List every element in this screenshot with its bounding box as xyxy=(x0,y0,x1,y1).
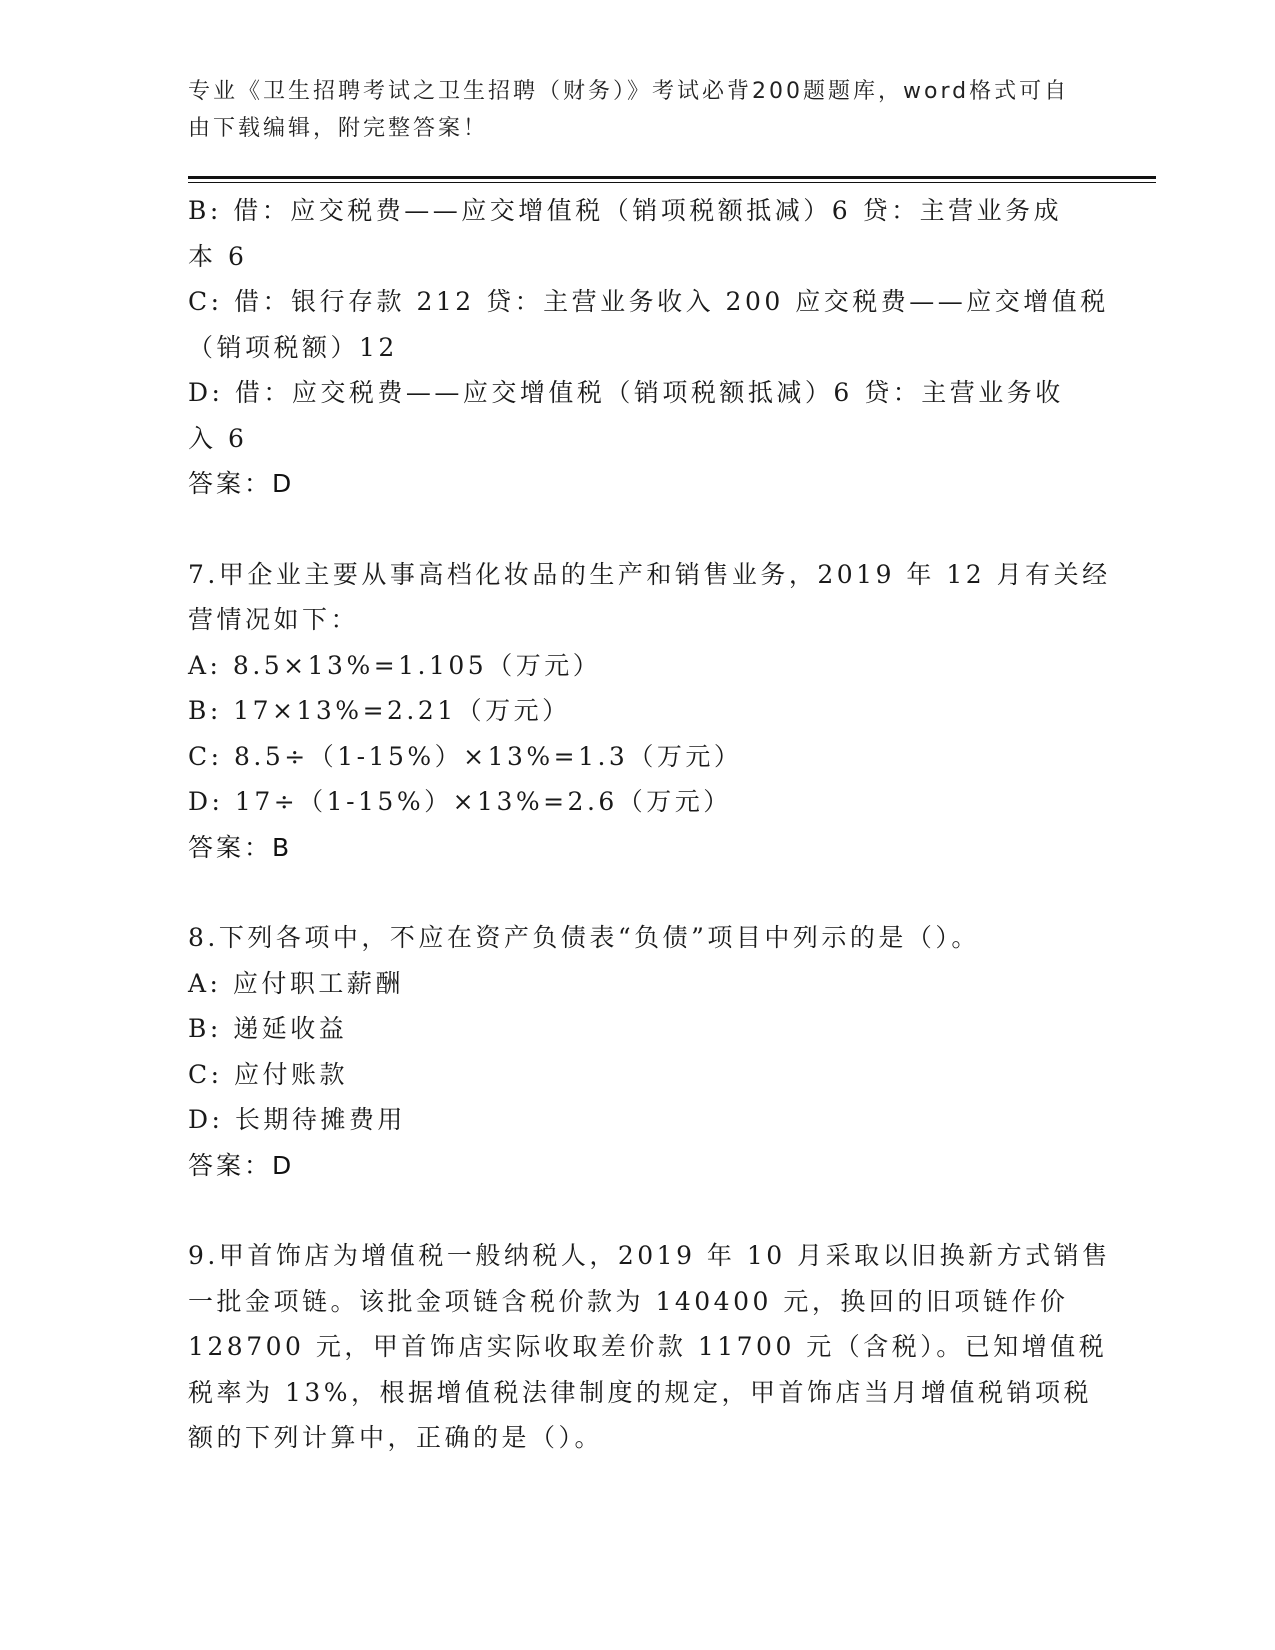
q8-answer: 答案：D xyxy=(188,1150,295,1180)
q6-option-b-line-1: B: 借：应交税费——应交增值税（销项税额抵减）6 贷：主营业务成 xyxy=(188,196,1063,225)
q8-option-d: D: 长期待摊费用 xyxy=(188,1105,406,1134)
header-divider-thick xyxy=(188,176,1156,179)
question-7 xyxy=(188,552,1111,871)
document-body xyxy=(188,188,1111,1461)
q7-stem-line-1: 7.甲企业主要从事高档化妆品的生产和销售业务，2019 年 12 月有关经 xyxy=(188,559,1111,589)
q9-stem-line-3: 128700 元，甲首饰店实际收取差价款 11700 元（含税）。已知增值税 xyxy=(188,1332,1108,1361)
q8-stem-line-1: 8.下列各项中，不应在资产负债表“负债”项目中列示的是（）。 xyxy=(188,923,980,952)
q7-answer: 答案：B xyxy=(188,832,293,862)
q7-option-d: D: 17÷（1-15%）×13%=2.6（万元） xyxy=(188,787,732,816)
question-8 xyxy=(188,915,1088,1188)
q9-stem-line-2: 一批金项链。该批金项链含税价款为 140400 元，换回的旧项链作价 xyxy=(188,1286,1069,1316)
question-6-tail xyxy=(188,188,1109,507)
q8-option-b: B: 递延收益 xyxy=(188,1014,348,1043)
q6-option-d-line-1: D: 借：应交税费——应交增值税（销项税额抵减）6 贷：主营业务收 xyxy=(188,378,1064,407)
q7-option-a: A: 8.5×13%=1.105（万元） xyxy=(188,650,602,680)
q7-option-b: B: 17×13%=2.21（万元） xyxy=(188,696,571,725)
header-line-1: 专业《卫生招聘考试之卫生招聘（财务）》考试必背200题题库，word格式可自 xyxy=(188,79,1070,104)
q6-option-c-line-1: C: 借：银行存款 212 贷：主营业务收入 200 应交税费——应交增值税 xyxy=(188,287,1109,316)
q9-stem-line-1: 9.甲首饰店为增值税一般纳税人，2019 年 10 月采取以旧换新方式销售 xyxy=(188,1241,1111,1270)
q7-option-c: C: 8.5÷（1-15%）×13%=1.3（万元） xyxy=(188,741,743,771)
header-line-2: 由下载编辑，附完整答案！ xyxy=(188,116,489,141)
q6-option-c-line-2: （销项税额）12 xyxy=(188,332,398,362)
q8-option-c: C: 应付账款 xyxy=(188,1059,348,1089)
header-divider-thin xyxy=(188,182,1156,183)
q9-stem-line-5: 额的下列计算中，正确的是（）。 xyxy=(188,1423,604,1452)
question-9 xyxy=(188,1233,1111,1461)
q7-stem-line-2: 营情况如下： xyxy=(188,605,360,634)
q6-option-b-line-2: 本 6 xyxy=(188,241,248,271)
q9-stem-line-4: 税率为 13%，根据增值税法律制度的规定，甲首饰店当月增值税销项税 xyxy=(188,1377,1093,1407)
q6-option-d-line-2: 入 6 xyxy=(188,423,248,453)
page-header xyxy=(188,73,1088,147)
q6-answer: 答案：D xyxy=(188,469,295,498)
q8-option-a: A: 应付职工薪酬 xyxy=(188,968,404,998)
